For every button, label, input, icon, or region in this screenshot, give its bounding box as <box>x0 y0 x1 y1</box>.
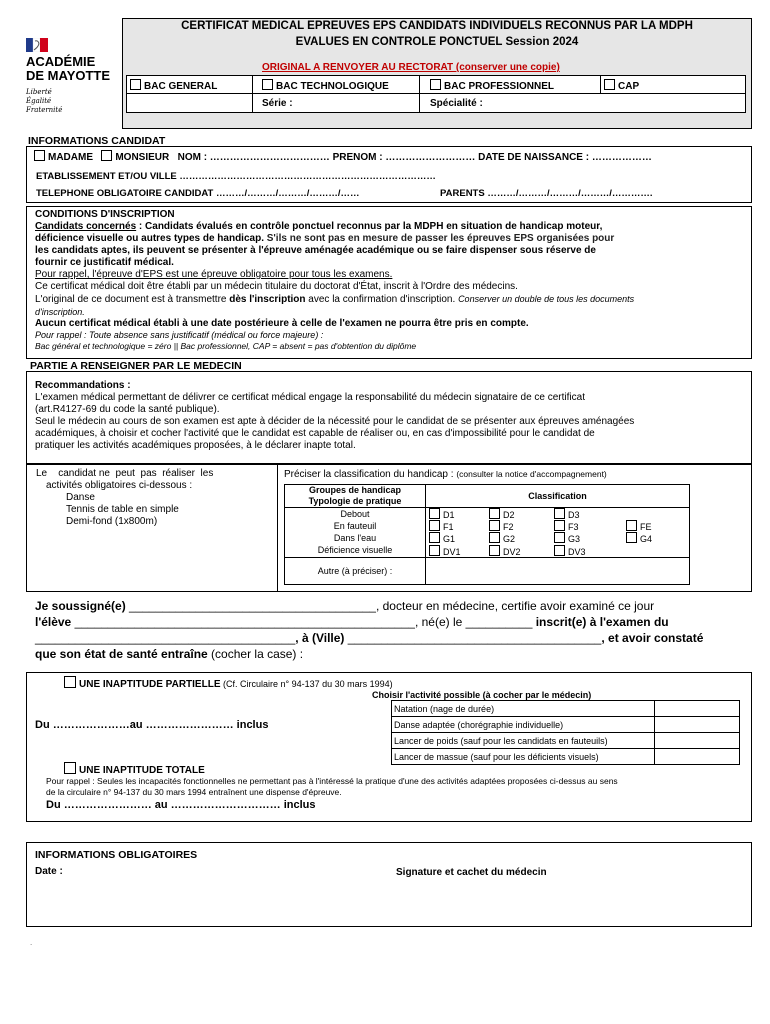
cell-empty <box>626 544 690 558</box>
partial-option-row[interactable] <box>392 733 740 749</box>
motto-2: Égalité <box>26 97 52 105</box>
cell-d1[interactable] <box>426 508 490 521</box>
footer-mark: . <box>30 938 33 947</box>
code: D2 <box>503 510 515 520</box>
conditions-concerned <box>35 221 747 233</box>
header-title-1: CERTIFICAT MEDICAL EPREUVES EPS CANDIDATS INDIVIDUELS RECONNUS PAR LA MDPH <box>181 20 693 32</box>
checkbox[interactable] <box>554 508 565 519</box>
reco-p2-l1: Seul le médecin au cours de son examen est apte à décider de la nécessité pour le candidat de se présenter aux épreuves aménagées <box>35 416 635 427</box>
code: F2 <box>503 522 514 532</box>
checkbox[interactable] <box>130 79 141 90</box>
decl-l2-a: l'élève <box>35 615 75 629</box>
specialite-label: Spécialité : <box>430 98 483 109</box>
doctor-name-field[interactable]: _____________________________________ <box>129 599 376 613</box>
decl-l3-a: , à (Ville) <box>295 631 348 645</box>
birth-date-field[interactable]: __________ <box>465 615 533 629</box>
decl-line4 <box>35 646 747 662</box>
serie-label: Série : <box>262 98 293 109</box>
cell-g2[interactable] <box>489 532 554 544</box>
decl-l3-b: , et avoir constaté <box>601 631 704 645</box>
row-label: En fauteuil <box>285 520 426 532</box>
cell-f3[interactable] <box>554 520 626 532</box>
checkbox[interactable] <box>429 545 440 556</box>
code: D1 <box>443 510 455 520</box>
total-title-row <box>64 762 205 776</box>
table-row-visuelle <box>285 544 690 558</box>
option-cap[interactable] <box>604 79 639 92</box>
option-label: Lancer de poids (sauf pour les candidats en fauteuils) <box>392 733 655 749</box>
activity-2: Tennis de table en simple <box>66 504 179 515</box>
other-label: Autre (à préciser) : <box>285 558 426 585</box>
code: G3 <box>568 534 581 544</box>
partial-option-row[interactable] <box>392 749 740 765</box>
option-label: BAC TECHNOLOGIQUE <box>276 81 389 92</box>
table-head-left-1: Groupes de handicap <box>308 485 402 495</box>
line3-a: les candidats aptes, ils peuvent <box>35 245 188 256</box>
table-head-left-2: Typologie de pratique <box>308 496 402 506</box>
monsieur-checkbox[interactable] <box>101 150 112 161</box>
decl-line1 <box>35 598 747 614</box>
checkbox[interactable] <box>429 520 440 531</box>
partial-option-row[interactable] <box>392 717 740 733</box>
code: D3 <box>568 510 580 520</box>
total-checkbox[interactable] <box>64 762 76 774</box>
reco-p2-l2: académiques, à choisir et cocher l'activité que le candidat est capable de réaliser ou, en cas d'impossibilité pour le candidat de <box>35 428 595 439</box>
conditions-line3 <box>35 245 747 257</box>
code: G2 <box>503 534 516 544</box>
total-rappel <box>46 776 751 798</box>
code: F1 <box>443 522 454 532</box>
cell-f1[interactable] <box>426 520 490 532</box>
motto-1: Liberté <box>26 88 52 96</box>
code: DV3 <box>568 546 586 557</box>
code: DV1 <box>443 546 461 557</box>
option-label: CAP <box>618 81 640 92</box>
candidate-name-row <box>34 150 652 163</box>
row-label: Dans l'eau <box>285 532 426 544</box>
cell-f2[interactable] <box>489 520 554 532</box>
conditions-doctor: Ce certificat médical doit être établi par un médecin titulaire du doctorat d'État, inscrit à l'Ordre des médecins. <box>35 281 518 292</box>
code: G1 <box>443 534 456 544</box>
motto-3: Fraternité <box>26 106 63 114</box>
checkbox[interactable] <box>489 508 500 519</box>
signature-label[interactable]: Signature et cachet du médecin <box>396 867 547 878</box>
vline-exam-3 <box>600 75 601 93</box>
option-label: Danse adaptée (chorégraphie individuelle) <box>392 717 655 733</box>
checkbox[interactable] <box>489 545 500 556</box>
cell-dv1[interactable] <box>426 544 490 558</box>
doctor-section-title: PARTIE A RENSEIGNER PAR LE MEDECIN <box>30 360 242 372</box>
option-label: Lancer de massue (sauf pour les déficients visuels) <box>392 749 655 765</box>
declaration <box>35 598 747 662</box>
code: G4 <box>640 534 653 544</box>
monsieur-label: MONSIEUR <box>115 152 170 163</box>
option-check-cell[interactable] <box>655 717 740 733</box>
concerned-text: : Candidats évalués en contrôle ponctuel reconnus par la MDPH en situation de handicap moteur, <box>136 221 603 232</box>
checkbox[interactable] <box>489 532 500 543</box>
option-check-cell[interactable] <box>655 701 740 717</box>
academy-name-2: DE MAYOTTE <box>26 68 111 83</box>
decl-l2-b: , né(e) le <box>414 615 466 629</box>
name-line[interactable]: NOM : ……………………………… PRENOM : ……………………… DATE DE NAISSANCE : ……………… <box>177 152 652 163</box>
original-b: dès l'inscription <box>229 294 306 305</box>
vline-exam-1 <box>252 75 253 113</box>
conditions-original <box>35 293 747 306</box>
classify-text: Préciser la classification du handicap : <box>284 469 457 480</box>
original-e: d'inscription. <box>35 307 85 317</box>
reco-p1-l2: (art.R4127-69 du code la santé publique). <box>35 404 220 415</box>
original-c: avec la confirmation d'inscription. <box>305 294 459 305</box>
checkbox[interactable] <box>554 532 565 543</box>
code: FE <box>640 522 652 532</box>
conditions-title: CONDITIONS D'INSCRIPTION <box>35 209 175 220</box>
marianne-icon <box>26 38 48 52</box>
cell-dv3[interactable] <box>554 544 626 558</box>
activity-1: Danse <box>66 492 95 503</box>
candidate-section-title: INFORMATIONS CANDIDAT <box>28 135 166 147</box>
mandatory-title: INFORMATIONS OBLIGATOIRES <box>35 849 198 861</box>
option-label: BAC PROFESSIONNEL <box>444 81 555 92</box>
option-bac-techno[interactable] <box>262 79 389 92</box>
cell-g4[interactable] <box>626 532 690 544</box>
checkbox[interactable] <box>429 508 440 519</box>
classify-note: (consulter la notice d'accompagnement) <box>456 469 607 479</box>
conditions-text <box>35 209 747 352</box>
checkbox[interactable] <box>554 545 565 556</box>
table-head-left <box>285 485 426 508</box>
activity-3: Demi-fond (1x800m) <box>66 516 158 527</box>
classification-divider <box>277 464 278 592</box>
cell-d3[interactable] <box>554 508 626 521</box>
school-line[interactable]: ETABLISSEMENT ET/OU VILLE ……………………………………………………………………… <box>36 171 436 182</box>
option-label: BAC GENERAL <box>144 81 218 92</box>
conditions-line4: fournir ce justificatif médical. <box>35 257 174 268</box>
checkbox[interactable] <box>429 532 440 543</box>
partial-title-row <box>64 676 393 690</box>
conditions-reminder: Pour rappel, l'épreuve d'EPS est une épreuve obligatoire pour tous les examens. <box>35 269 393 280</box>
exam-field[interactable]: _______________________________________ <box>35 631 296 645</box>
option-check-cell[interactable] <box>655 733 740 749</box>
checkbox[interactable] <box>626 520 637 531</box>
table-row-fauteuil <box>285 520 690 532</box>
checkbox[interactable] <box>604 79 615 90</box>
conditions-rappel1: Pour rappel : Toute absence sans justificatif (médical ou force majeure) : <box>35 330 324 340</box>
total-rappel-1: Pour rappel : Seules les incapacités fonctionnelles ne permettant pas à l'intéressé la pratique d'une des activités adaptées proposées ci-dessus au sens <box>46 776 618 786</box>
cell-dv2[interactable] <box>489 544 554 558</box>
academy-logo <box>26 38 116 115</box>
checkbox[interactable] <box>489 520 500 531</box>
date-label[interactable]: Date : <box>35 866 63 877</box>
partial-ref: (Cf. Circulaire n° 94-137 du 30 mars 1994) <box>220 679 393 689</box>
cell-empty <box>626 508 690 521</box>
partial-title: UNE INAPTITUDE PARTIELLE <box>79 679 221 690</box>
classify-label <box>284 469 607 480</box>
conditions-rappel2: Bac général et technologique = zéro || Bac professionnel, CAP = absent = pas d'obtention du diplôme <box>35 341 417 351</box>
partial-du-line[interactable]: Du …………………au …………………… inclus <box>35 719 269 731</box>
row-label: Déficience visuelle <box>285 544 426 558</box>
table-head-right: Classification <box>426 485 690 508</box>
partial-option-row[interactable] <box>392 701 740 717</box>
cannot-l1: Le candidat ne peut pas réaliser les <box>36 468 214 479</box>
parents-line[interactable]: PARENTS ………/………/………/………/…………. <box>440 188 653 199</box>
cell-g1[interactable] <box>426 532 490 544</box>
original-a: L'original de ce document est à transmettre <box>35 294 230 305</box>
recommendations-text <box>35 380 747 452</box>
decl-l1-a: Je soussigné(e) <box>35 599 130 613</box>
classification-table <box>284 484 690 585</box>
other-input[interactable] <box>426 558 690 585</box>
line2-rest: S'ils ne sont pas en mesure de passer les épreuves EPS organisées pour <box>263 233 615 244</box>
cannot-l2: activités obligatoires ci-dessous : <box>46 480 193 491</box>
reco-p1-l1: L'examen médical permettant de délivrer ce certificat médical engage la responsabilité du médecin signataire de ce certificat <box>35 392 585 403</box>
checkbox[interactable] <box>554 520 565 531</box>
option-bac-pro[interactable] <box>430 79 554 92</box>
reco-p2-l3: pratiquer les activités académiques proposées, à le déclarer inapte total. <box>35 440 356 451</box>
table-row-other <box>285 558 690 585</box>
conditions-no-cert: Aucun certificat médical établi à une date postérieure à celle de l'examen ne pourra être pris en compte. <box>35 318 529 329</box>
header-notice: ORIGINAL A RENVOYER AU RECTORAT (conserver une copie) <box>262 62 560 73</box>
conditions-line2 <box>35 233 747 245</box>
student-name-field[interactable]: ___________________________________________________ <box>74 615 415 629</box>
academy-name-1: ACADÉMIE <box>26 54 96 69</box>
line3-b: se présenter à l'épreuve aménagée académique ou se faire dispenser sous réserve de <box>187 245 596 256</box>
cell-d2[interactable] <box>489 508 554 521</box>
decl-line3 <box>35 630 747 646</box>
header-title-2: EVALUES EN CONTROLE PONCTUEL Session 2024 <box>295 36 579 48</box>
madame-label: MADAME <box>48 152 93 163</box>
concerned-label: Candidats concernés <box>35 221 137 232</box>
checkbox[interactable] <box>262 79 273 90</box>
option-check-cell[interactable] <box>655 749 740 765</box>
motto <box>26 88 116 115</box>
decl-line2 <box>35 614 747 630</box>
decl-l2-c: inscrit(e) à l'examen du <box>532 615 669 629</box>
line2-bold: déficience visuelle ou autres types de handicap. <box>35 233 264 244</box>
code: F3 <box>568 522 579 532</box>
cannot-block <box>36 468 266 528</box>
code: DV2 <box>503 546 521 557</box>
table-row-debout <box>285 508 690 521</box>
checkbox[interactable] <box>430 79 441 90</box>
cell-fe[interactable] <box>626 520 690 532</box>
cell-g3[interactable] <box>554 532 626 544</box>
total-title: UNE INAPTITUDE TOTALE <box>79 765 205 776</box>
city-field[interactable]: ______________________________________ <box>347 631 602 645</box>
table-row-eau <box>285 532 690 544</box>
vline-exam-2 <box>419 75 420 113</box>
partial-checkbox[interactable] <box>64 676 76 688</box>
reco-title: Recommandations : <box>35 380 131 391</box>
madame-checkbox[interactable] <box>34 150 45 161</box>
option-label: Natation (nage de durée) <box>392 701 655 717</box>
total-du-line[interactable]: Du …………………… au ………………………… inclus <box>46 799 316 811</box>
checkbox[interactable] <box>626 532 637 543</box>
phone-line[interactable]: TELEPHONE OBLIGATOIRE CANDIDAT ………/………/………/………/…… <box>36 188 360 199</box>
decl-l1-b: , docteur en médecine, certifie avoir examiné ce jour <box>375 599 655 613</box>
partial-choose: Choisir l'activité possible (à cocher par le médecin) <box>372 690 592 700</box>
partial-options-table <box>391 700 740 765</box>
row-label: Debout <box>285 508 426 521</box>
original-d: Conserver un double de tous les documents <box>458 294 635 304</box>
total-rappel-2: de la circulaire n° 94-137 du 30 mars 1994 entraînent une dispense d'épreuve. <box>46 787 342 797</box>
hline-exam <box>126 93 746 94</box>
decl-l4-b: (cocher la case) : <box>207 647 304 661</box>
option-bac-general[interactable] <box>130 79 217 92</box>
decl-l4-a: que son état de santé entraîne <box>35 647 208 661</box>
